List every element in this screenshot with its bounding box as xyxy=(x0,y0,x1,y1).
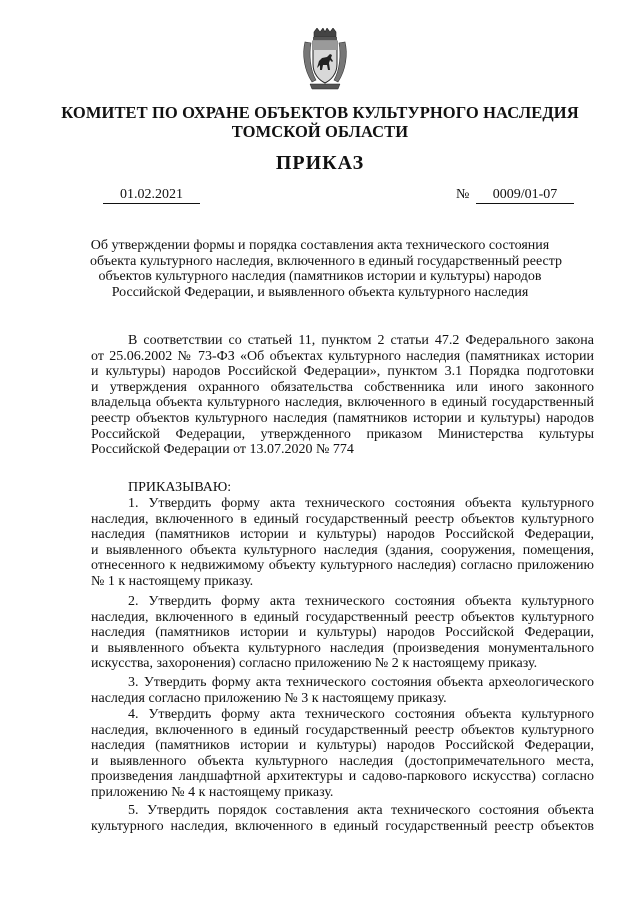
preamble-line: владельца объекта культурного наследия, включенного в единый государственный xyxy=(91,395,594,411)
order-item-1 xyxy=(91,496,594,590)
item-line: культурного наследия, включенного в единый государственный реестр объектов xyxy=(91,818,594,834)
preamble-paragraph xyxy=(91,333,594,458)
item-line: 4. Утвердить форму акта технического состояния объекта культурного xyxy=(128,707,594,722)
item-line: наследия (памятников истории и культуры) народов Российской Федерации, xyxy=(91,625,594,641)
tomsk-oblast-coat-of-arms-icon xyxy=(302,28,348,90)
item-line: 5. Утвердить порядок составления акта технического состояния объекта xyxy=(128,803,594,818)
order-item-4 xyxy=(91,707,594,801)
number-sign: № xyxy=(456,187,470,202)
document-number: 0009/01-07 xyxy=(476,187,574,204)
item-line: и выявленного объекта культурного наследия (достопримечательного места, xyxy=(91,753,594,769)
organization-name-line2: ТОМСКОЙ ОБЛАСТИ xyxy=(231,122,409,141)
preamble-line: и утверждения охранного обязательства собственника или иного законного xyxy=(91,379,594,395)
organization-name-line1: КОМИТЕТ ПО ОХРАНЕ ОБЪЕКТОВ КУЛЬТУРНОГО НАСЛЕДИЯ xyxy=(61,103,579,122)
order-item-5 xyxy=(91,803,594,834)
subject-line: объекта культурного наследия, включенного в единый государственный реестр xyxy=(90,253,563,269)
item-line: приложению № 4 к настоящему приказу. xyxy=(91,784,334,800)
item-line: произведения ландшафтной архитектуры и садово-паркового искусства) согласно xyxy=(91,769,594,785)
subject-line: Российской Федерации, и выявленного объекта культурного наследия xyxy=(111,284,529,300)
item-line: отнесенного к недвижимому объекту культурного наследия) согласно приложению xyxy=(91,558,594,574)
item-line: искусства, захоронения) согласно приложению № 2 к настоящему приказу. xyxy=(91,656,538,672)
item-line: 1. Утвердить форму акта технического состояния объекта культурного xyxy=(128,496,594,511)
item-line: наследия, включенного в единый государственный реестр объектов культурного xyxy=(91,722,594,738)
item-line: наследия, включенного в единый государственный реестр объектов культурного xyxy=(91,511,594,527)
item-line: 2. Утвердить форму акта технического состояния объекта культурного xyxy=(128,594,594,609)
item-line: и выявленного объекта культурного наследия (здания, сооружения, помещения, xyxy=(91,542,594,558)
preamble-line: Российской Федерации от 13.07.2020 № 774 xyxy=(91,442,354,458)
item-line: наследия (памятников истории и культуры) народов Российской Федерации, xyxy=(91,738,594,754)
item-line: и выявленного объекта культурного наследия (произведения монументального xyxy=(91,640,594,656)
order-word: ПРИКАЗЫВАЮ: xyxy=(128,480,232,495)
item-line: № 1 к настоящему приказу. xyxy=(91,573,254,589)
subject-line: объектов культурного наследия (памятников истории и культуры) народов xyxy=(98,269,542,285)
subject-line: Об утверждении формы и порядка составления акта технического состояния xyxy=(90,238,550,253)
item-line: наследия (памятников истории и культуры) народов Российской Федерации, xyxy=(91,527,594,543)
preamble-line: В соответствии со статьей 11, пунктом 2 статьи 47.2 Федерального закона xyxy=(128,333,594,348)
preamble-line: и культуры) народов Российской Федерации», пунктом 3.1 Порядка подготовки xyxy=(91,364,594,380)
document-date: 01.02.2021 xyxy=(103,187,200,204)
preamble-line: реестр объектов культурного наследия (памятников истории и культуры) народов xyxy=(91,410,594,426)
item-line: 3. Утвердить форму акта технического состояния объекта археологического xyxy=(128,675,594,690)
item-line: наследия, включенного в единый государственный реестр объектов культурного xyxy=(91,609,594,625)
order-item-3 xyxy=(91,675,594,706)
order-item-2 xyxy=(91,594,594,672)
order-subject xyxy=(90,238,563,300)
preamble-line: Российской Федерации, утвержденного приказом Министерства культуры xyxy=(91,426,594,442)
document-type-title: ПРИКАЗ xyxy=(275,152,365,174)
item-line: наследия согласно приложению № 3 к настоящему приказу. xyxy=(91,690,447,706)
preamble-line: от 25.06.2002 № 73-ФЗ «Об объектах культурного наследия (памятниках истории xyxy=(91,348,594,364)
